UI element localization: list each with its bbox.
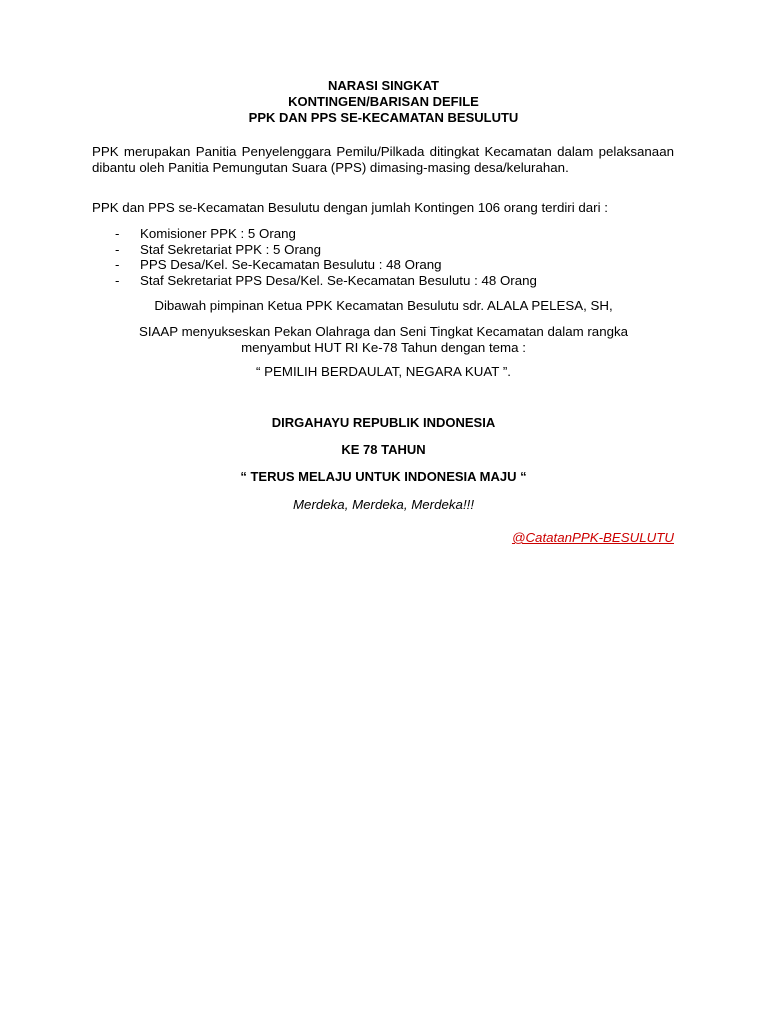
intro-paragraph: PPK merupakan Panitia Penyelenggara Pemilu/Pilkada ditingkat Kecamatan dalam pelaksanaan dibantu oleh Panitia Pemungutan Suara (PPS) dimasing-masing desa/kelurahan.	[92, 144, 674, 175]
document-heading	[92, 78, 675, 126]
list-bullet: -	[115, 241, 120, 257]
siaap-line-2: menyambut HUT RI Ke-78 Tahun dengan tema :	[241, 340, 526, 355]
theme-line: “ PEMILIH BERDAULAT, NEGARA KUAT ”.	[256, 364, 511, 379]
siaap-paragraph	[92, 324, 675, 356]
list-item-text: Staf Sekretariat PPS Desa/Kel. Se-Kecamatan Besulutu : 48 Orang	[140, 272, 537, 288]
heading-subtitle: KONTINGEN/BARISAN DEFILE	[288, 94, 479, 109]
anniversary-line: KE 78 TAHUN	[341, 442, 426, 457]
list-item	[92, 257, 692, 273]
list-bullet: -	[115, 272, 120, 288]
dirgahayu-line: DIRGAHAYU REPUBLIK INDONESIA	[271, 415, 496, 430]
list-item-text: PPS Desa/Kel. Se-Kecamatan Besulutu : 48 Orang	[140, 257, 442, 272]
list-item-text: Staf Sekretariat PPK : 5 Orang	[140, 241, 322, 257]
motto-line: “ TERUS MELAJU UNTUK INDONESIA MAJU “	[240, 469, 527, 484]
heading-organization: PPK DAN PPS SE-KECAMATAN BESULUTU	[248, 110, 519, 125]
list-item	[92, 273, 692, 289]
merdeka-line: Merdeka, Merdeka, Merdeka!!!	[292, 497, 475, 512]
list-item-text: Komisioner PPK : 5 Orang	[140, 226, 296, 241]
siaap-line-1: SIAAP menyukseskan Pekan Olahraga dan Seni Tingkat Kecamatan dalam rangka	[138, 324, 629, 339]
signature-link[interactable]: @CatatanPPK-BESULUTU	[511, 530, 674, 545]
leader-line: Dibawah pimpinan Ketua PPK Kecamatan Besulutu sdr. ALALA PELESA, SH,	[154, 298, 613, 313]
list-item	[92, 226, 692, 242]
list-bullet: -	[115, 226, 120, 241]
heading-title: NARASI SINGKAT	[328, 78, 439, 93]
contingent-paragraph: PPK dan PPS se-Kecamatan Besulutu dengan jumlah Kontingen 106 orang terdiri dari :	[92, 200, 608, 215]
contingent-list	[92, 226, 692, 288]
list-bullet: -	[115, 257, 120, 272]
list-item	[92, 242, 692, 258]
